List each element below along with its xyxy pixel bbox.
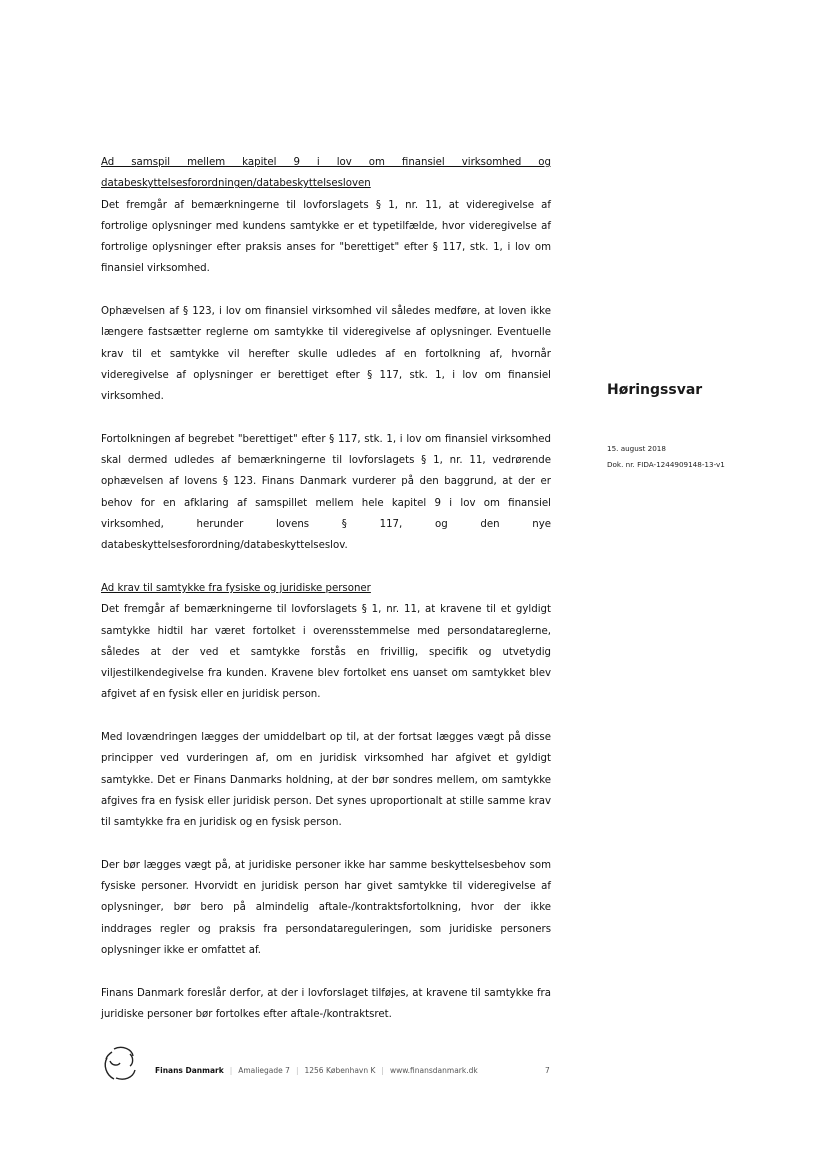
page-footer [100, 1044, 560, 1084]
document-date: 15. august 2018 [607, 444, 666, 453]
footer-city: 1256 København K [304, 1066, 376, 1075]
section-heading: Ad krav til samtykke fra fysiske og juridiske personer [101, 582, 371, 594]
footer-website[interactable]: www.finansdanmark.dk [389, 1066, 478, 1075]
paragraph: Med lovændringen lægges der umiddelbart op til, at der fortsat lægges vægt på disse principper ved vurderingen af, om en juridisk virksomhed har afgivet et gyldigt samtykke. Det er Finans Danmarks holdning, at der bør sondres mellem, om samtykke afgives fra en fysisk eller juridisk person. Det synes uproportionalt at stille samme krav til samtykke fra en juridisk og en fysisk person. [101, 732, 551, 829]
paragraph: Der bør lægges vægt på, at juridiske personer ikke har samme beskyttelsesbehov som fysiske personer. Hvorvidt en juridisk person har givet samtykke til videregivelse af oplysninger, bør bero på almindelig aftale-/kontraktsfortolkning, hvor der ikke inddrages regler og praksis fra persondatareguleringen, som juridiske personers oplysninger ikke er omfattet af. [101, 859, 551, 956]
paragraph: Det fremgår af bemærkningerne til lovforslagets § 1, nr. 11, at kravene til et gyldigt samtykke hidtil har været fortolket i overensstemmelse med persondatareglerne, således at der ved et samtykke forstås en frivillig, specifik og utvetydig viljestilkendegivelse fra kunden. Kravene blev fortolket ens uanset om samtykket blev afgivet af en fysisk eller en juridisk person. [101, 604, 551, 701]
paragraph: Finans Danmark foreslår derfor, at der i lovforslaget tilføjes, at kravene til samtykke fra juridiske personer bør fortolkes efter aftale-/kontraktsret. [101, 987, 551, 1020]
paragraph: Ophævelsen af § 123, i lov om finansiel virksomhed vil således medføre, at loven ikke længere fastsætter reglerne om samtykke til videregivelse af oplysninger. Eventuelle krav til et samtykke vil herefter skulle udledes af en fortolkning af, hvornår videregivelse af oplysninger er berettiget efter § 117, stk. 1, i lov om finansiel virksomhed. [101, 306, 551, 403]
footer-contact-line: Finans Danmark | Amaliegade 7 | 1256 København K | www.finansdanmark.dk [155, 1066, 478, 1075]
section-2-block [101, 578, 551, 706]
finans-danmark-logo-icon [100, 1044, 140, 1084]
paragraph: Det fremgår af bemærkningerne til lovforslagets § 1, nr. 11, at videregivelse af fortrolige oplysninger med kundens samtykke er et typetilfælde, hvor videregivelse af fortrolige oplysninger efter praksis anses for "berettiget" efter § 117, stk. 1, i lov om finansiel virksomhed. [101, 199, 551, 275]
page-number: 7 [545, 1066, 550, 1075]
document-meta [607, 441, 725, 473]
paragraph: Fortolkningen af begrebet "berettiget" efter § 117, stk. 1, i lov om finansiel virksomhed skal dermed udledes af bemærkningerne til lovforslagets § 1, nr. 11, vedrørende ophævelsen af lovens § 123. Finans Danmark vurderer på den baggrund, at der er behov for en afklaring af samspillet mellem hele kapitel 9 i lov om finansiel virksomhed, herunder lovens § 117, og den nye databeskyttelsesforordning/databeskyttelseslov. [101, 433, 551, 552]
document-type-title: Høringssvar [607, 382, 703, 398]
footer-brand: Finans Danmark [155, 1066, 224, 1075]
footer-address: Amaliegade 7 [238, 1066, 290, 1075]
section-heading: Ad samspil mellem kapitel 9 i lov om finansiel virksomhed og databeskyttelsesforordningen/databeskyttelsesloven [101, 157, 551, 190]
document-body [101, 152, 551, 1025]
section-1-block [101, 152, 551, 280]
document-reference: Dok. nr. FIDA-1244909148-13-v1 [607, 460, 725, 469]
